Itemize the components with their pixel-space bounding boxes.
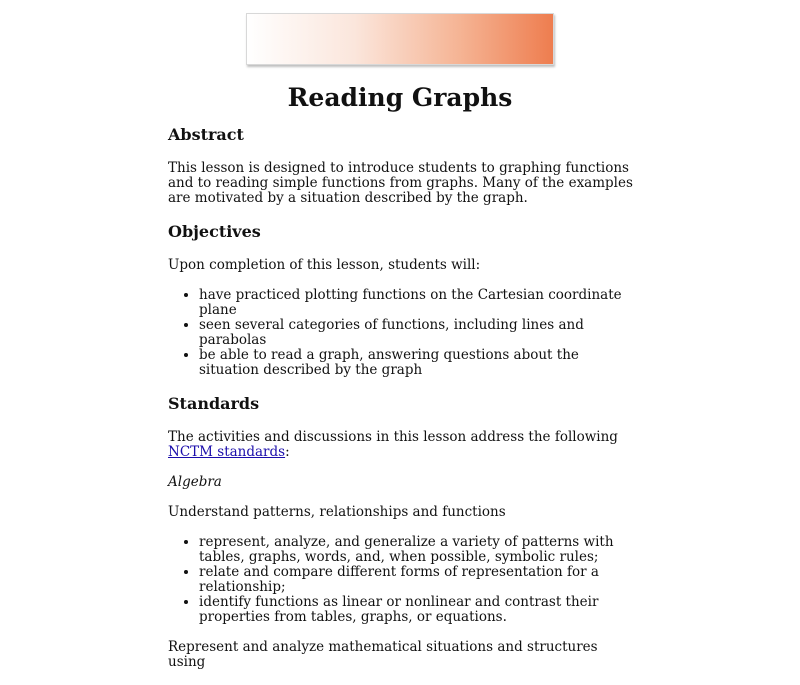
standards-heading: Standards: [168, 394, 260, 413]
standards-intro-colon: :: [285, 444, 290, 460]
abstract-heading: Abstract: [168, 125, 244, 144]
abstract-section: [168, 124, 638, 206]
objectives-heading: Objectives: [168, 222, 261, 241]
nctm-standards-link[interactable]: NCTM standards: [168, 444, 286, 460]
standards-next-text: Represent and analyze mathematical situations and structures using: [168, 639, 598, 670]
list-item: • identify functions as linear or nonlinear and contrast their properties from tables, graphs, or equations.: [199, 595, 638, 625]
abstract-text: This lesson is designed to introduce students to graphing functions and to reading simple functions from graphs. Many of the examples are motivated by a situation described by the graph.: [168, 160, 633, 206]
standards-area-label: Algebra: [168, 474, 222, 490]
lesson-content: [168, 124, 638, 685]
objectives-intro: Upon completion of this lesson, students will:: [168, 257, 481, 273]
standards-intro: [168, 430, 638, 460]
header-banner-image: [246, 13, 554, 65]
standards-area: [168, 475, 638, 490]
standards-subhead: Understand patterns, relationships and functions: [168, 504, 506, 520]
list-item: • seen several categories of functions, including lines and parabolas: [199, 318, 638, 348]
standards-section: [168, 393, 638, 670]
standards-list: [168, 535, 638, 625]
list-item: • relate and compare different forms of representation for a relationship;: [199, 565, 638, 595]
list-item: • have practiced plotting functions on the Cartesian coordinate plane: [199, 288, 638, 318]
page-title: Reading Graphs: [287, 83, 513, 112]
list-item: • represent, analyze, and generalize a variety of patterns with tables, graphs, words, and, when possible, symbolic rules;: [199, 535, 638, 565]
list-item: • be able to read a graph, answering questions about the situation described by the graph: [199, 348, 638, 378]
standards-intro-text: The activities and discussions in this lesson address the following: [168, 429, 618, 445]
objectives-section: [168, 221, 638, 378]
objectives-list: [168, 288, 638, 378]
